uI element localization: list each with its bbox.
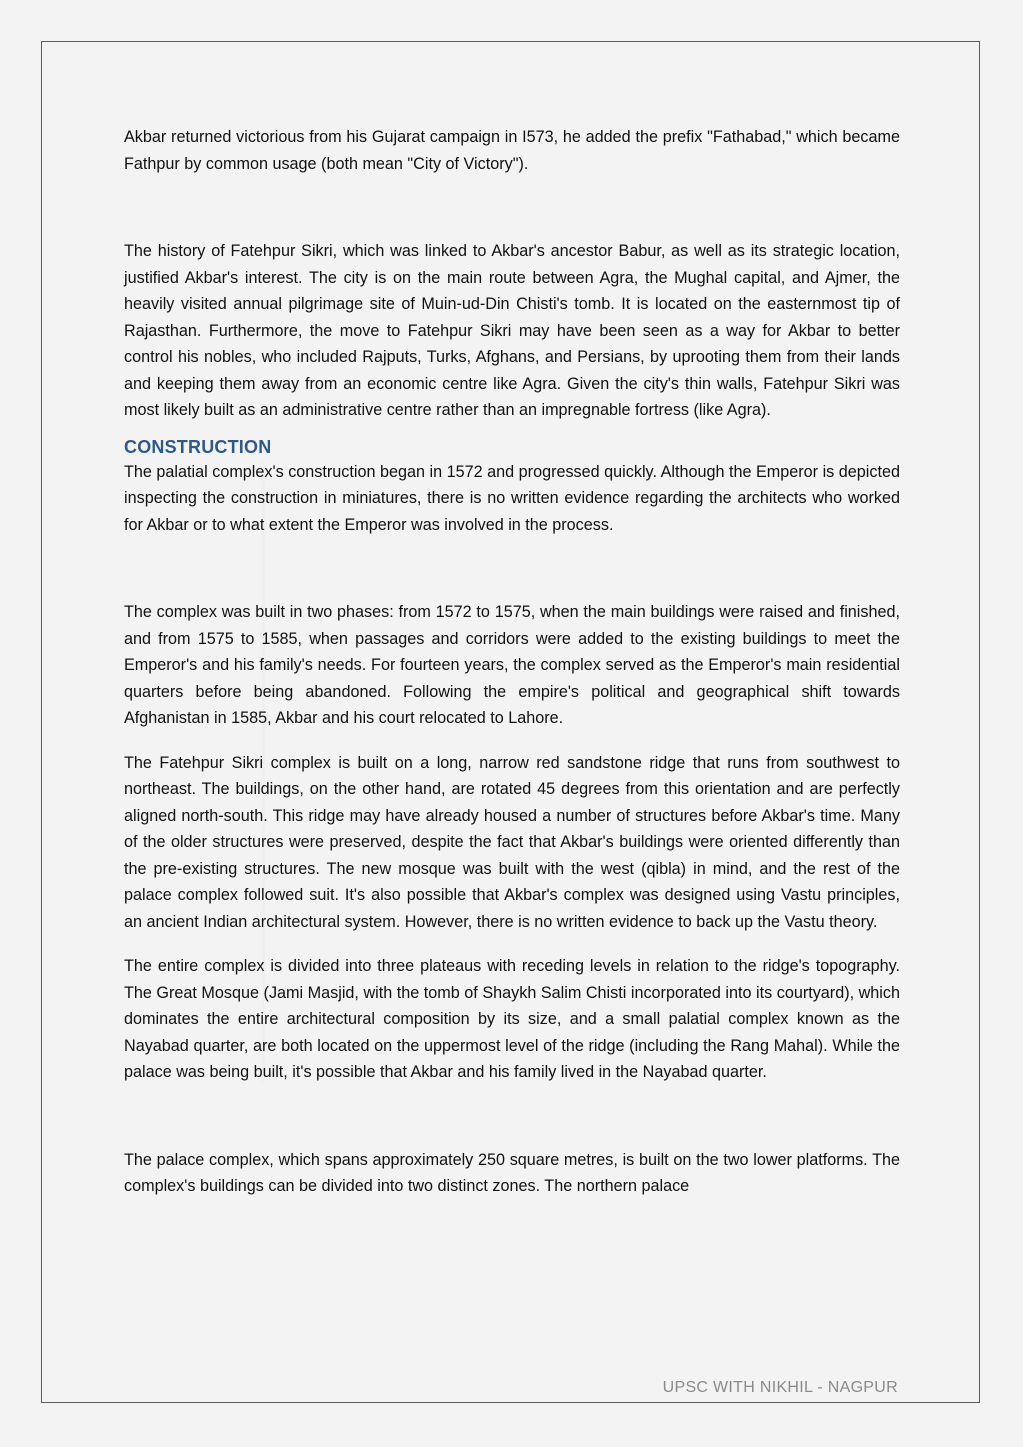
- document-body: [124, 124, 900, 1200]
- paragraph-fathabad: Akbar returned victorious from his Gujarat campaign in I573, he added the prefix "Fathabad," which became Fathpur by common usage (both mean "City of Victory").: [124, 128, 900, 173]
- section-heading-construction: CONSTRUCTION: [124, 436, 272, 457]
- paragraph-history: The history of Fatehpur Sikri, which was linked to Akbar's ancestor Babur, as well as its strategic location, justified Akbar's interest. The city is on the main route between Agra, the Mughal capital, and Ajmer, the heavily visited annual pilgrimage site of Muin-ud-Din Chisti's tomb. It is located on the easternmost tip of Rajasthan. Furthermore, the move to Fatehpur Sikri may have been seen as a way for Akbar to better control his nobles, who included Rajputs, Turks, Afghans, and Persians, by uprooting them from their lands and keeping them away from an economic centre like Agra. Given the city's thin walls, Fatehpur Sikri was most likely built as an administrative centre rather than an impregnable fortress (like Agra).: [124, 242, 900, 419]
- paragraph-palace-complex: The palace complex, which spans approximately 250 square metres, is built on the two lower platforms. The complex's buildings can be divided into two distinct zones. The northern palace: [124, 1150, 900, 1195]
- paragraph-ridge: The Fatehpur Sikri complex is built on a long, narrow red sandstone ridge that runs from southwest to northeast. The buildings, on the other hand, are rotated 45 degrees from this orientation and are perfectly aligned north-south. This ridge may have already housed a number of structures before Akbar's time. Many of the older structures were preserved, despite the fact that Akbar's buildings were oriented differently than the pre-existing structures. The new mosque was built with the west (qibla) in mind, and the rest of the palace complex followed suit. It's also possible that Akbar's complex was designed using Vastu principles, an ancient Indian architectural system. However, there is no written evidence to back up the Vastu theory.: [124, 753, 900, 931]
- paragraph-plateaus: The entire complex is divided into three plateaus with receding levels in relation to the ridge's topography. The Great Mosque (Jami Masjid, with the tomb of Shaykh Salim Chisti incorporated into its courtyard), which dominates the entire architectural composition by its size, and a small palatial complex known as the Nayabad quarter, are both located on the uppermost level of the ridge (including the Rang Mahal). While the palace was being built, it's possible that Akbar and his family lived in the Nayabad quarter.: [124, 957, 900, 1081]
- paragraph-phases: The complex was built in two phases: from 1572 to 1575, when the main buildings were raised and finished, and from 1575 to 1585, when passages and corridors were added to the existing buildings to meet the Emperor's and his family's needs. For fourteen years, the complex served as the Emperor's main residential quarters before being abandoned. Following the empire's political and geographical shift towards Afghanistan in 1585, Akbar and his court relocated to Lahore.: [124, 603, 900, 727]
- paragraph-construction: The palatial complex's construction began in 1572 and progressed quickly. Although the Emperor is depicted inspecting the construction in miniatures, there is no written evidence regarding the architects who worked for Akbar or to what extent the Emperor was involved in the process.: [124, 462, 900, 534]
- page-footer: UPSC WITH NIKHIL - NAGPUR: [662, 1379, 898, 1396]
- document-page: [41, 41, 980, 1403]
